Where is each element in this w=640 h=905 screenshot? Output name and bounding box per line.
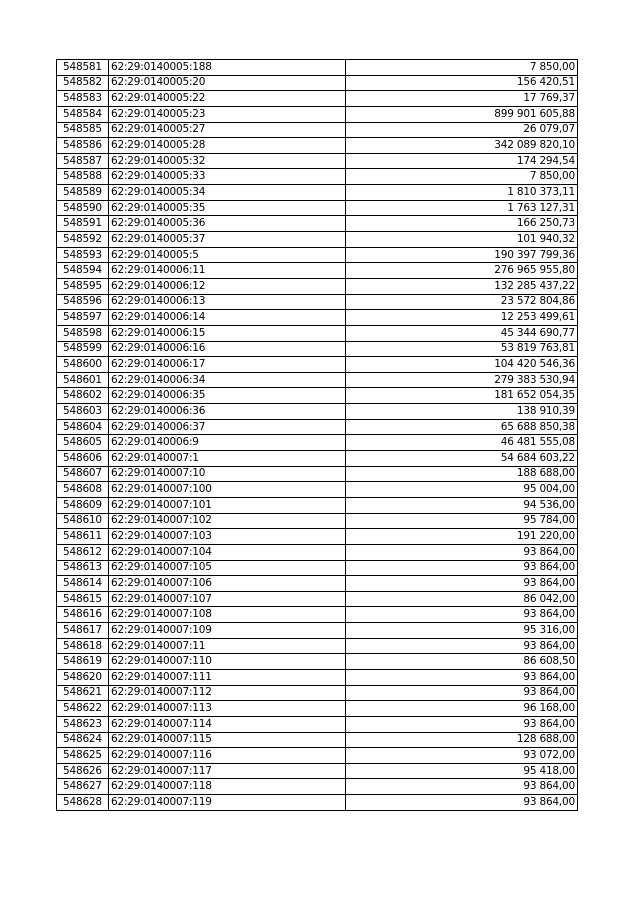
cadastral-value-cell: 86 608,50: [346, 654, 578, 670]
row-number-cell: 548589: [57, 185, 109, 201]
table-row: [57, 216, 578, 232]
cadastral-value-table: [56, 59, 578, 811]
cadastral-value-cell: 181 652 054,35: [346, 388, 578, 404]
cadastral-value-cell: 96 168,00: [346, 701, 578, 717]
cadastral-value-cell: 93 864,00: [346, 795, 578, 811]
cadastral-number-cell: 62:29:0140006:15: [109, 325, 346, 341]
table-row: [57, 654, 578, 670]
cadastral-number-cell: 62:29:0140005:5: [109, 247, 346, 263]
table-row: [57, 60, 578, 76]
table-row: [57, 497, 578, 513]
cadastral-number-cell: 62:29:0140007:112: [109, 685, 346, 701]
table-row: [57, 278, 578, 294]
cadastral-number-cell: 62:29:0140006:12: [109, 278, 346, 294]
row-number-cell: 548621: [57, 685, 109, 701]
table-body: [57, 60, 578, 811]
cadastral-number-cell: 62:29:0140006:16: [109, 341, 346, 357]
row-number-cell: 548584: [57, 106, 109, 122]
row-number-cell: 548594: [57, 263, 109, 279]
table-row: [57, 138, 578, 154]
cadastral-value-cell: 93 864,00: [346, 669, 578, 685]
row-number-cell: 548613: [57, 560, 109, 576]
cadastral-number-cell: 62:29:0140007:105: [109, 560, 346, 576]
cadastral-value-cell: 93 864,00: [346, 576, 578, 592]
row-number-cell: 548627: [57, 779, 109, 795]
row-number-cell: 548615: [57, 591, 109, 607]
cadastral-value-cell: 45 344 690,77: [346, 325, 578, 341]
cadastral-number-cell: 62:29:0140005:37: [109, 232, 346, 248]
row-number-cell: 548611: [57, 529, 109, 545]
row-number-cell: 548583: [57, 91, 109, 107]
table-row: [57, 372, 578, 388]
cadastral-number-cell: 62:29:0140007:109: [109, 623, 346, 639]
cadastral-number-cell: 62:29:0140006:13: [109, 294, 346, 310]
cadastral-number-cell: 62:29:0140007:10: [109, 466, 346, 482]
cadastral-value-cell: 65 688 850,38: [346, 419, 578, 435]
cadastral-value-cell: 23 572 804,86: [346, 294, 578, 310]
row-number-cell: 548608: [57, 482, 109, 498]
table-row: [57, 779, 578, 795]
row-number-cell: 548603: [57, 404, 109, 420]
cadastral-value-cell: 93 864,00: [346, 544, 578, 560]
cadastral-number-cell: 62:29:0140006:37: [109, 419, 346, 435]
cadastral-number-cell: 62:29:0140006:34: [109, 372, 346, 388]
row-number-cell: 548596: [57, 294, 109, 310]
cadastral-value-cell: 190 397 799,36: [346, 247, 578, 263]
cadastral-number-cell: 62:29:0140007:114: [109, 716, 346, 732]
cadastral-value-cell: 93 072,00: [346, 748, 578, 764]
cadastral-number-cell: 62:29:0140007:104: [109, 544, 346, 560]
cadastral-number-cell: 62:29:0140005:32: [109, 153, 346, 169]
table-row: [57, 200, 578, 216]
table-row: [57, 669, 578, 685]
row-number-cell: 548597: [57, 310, 109, 326]
cadastral-number-cell: 62:29:0140007:106: [109, 576, 346, 592]
row-number-cell: 548602: [57, 388, 109, 404]
cadastral-number-cell: 62:29:0140005:28: [109, 138, 346, 154]
row-number-cell: 548595: [57, 278, 109, 294]
row-number-cell: 548620: [57, 669, 109, 685]
row-number-cell: 548600: [57, 357, 109, 373]
table-row: [57, 513, 578, 529]
cadastral-value-cell: 166 250,73: [346, 216, 578, 232]
table-row: [57, 466, 578, 482]
cadastral-number-cell: 62:29:0140005:35: [109, 200, 346, 216]
cadastral-number-cell: 62:29:0140006:17: [109, 357, 346, 373]
row-number-cell: 548601: [57, 372, 109, 388]
cadastral-value-cell: 104 420 546,36: [346, 357, 578, 373]
row-number-cell: 548587: [57, 153, 109, 169]
cadastral-value-cell: 1 763 127,31: [346, 200, 578, 216]
row-number-cell: 548626: [57, 763, 109, 779]
table-row: [57, 623, 578, 639]
row-number-cell: 548628: [57, 795, 109, 811]
cadastral-number-cell: 62:29:0140005:34: [109, 185, 346, 201]
row-number-cell: 548591: [57, 216, 109, 232]
cadastral-number-cell: 62:29:0140007:101: [109, 497, 346, 513]
cadastral-value-cell: 7 850,00: [346, 60, 578, 76]
cadastral-value-cell: 94 536,00: [346, 497, 578, 513]
cadastral-number-cell: 62:29:0140007:1: [109, 451, 346, 467]
table-row: [57, 482, 578, 498]
cadastral-number-cell: 62:29:0140005:20: [109, 75, 346, 91]
row-number-cell: 548590: [57, 200, 109, 216]
table-row: [57, 607, 578, 623]
cadastral-value-cell: 86 042,00: [346, 591, 578, 607]
row-number-cell: 548614: [57, 576, 109, 592]
table-row: [57, 576, 578, 592]
table-row: [57, 716, 578, 732]
table-row: [57, 91, 578, 107]
row-number-cell: 548624: [57, 732, 109, 748]
table-row: [57, 748, 578, 764]
row-number-cell: 548585: [57, 122, 109, 138]
row-number-cell: 548623: [57, 716, 109, 732]
row-number-cell: 548619: [57, 654, 109, 670]
table-row: [57, 591, 578, 607]
cadastral-number-cell: 62:29:0140007:116: [109, 748, 346, 764]
row-number-cell: 548606: [57, 451, 109, 467]
cadastral-number-cell: 62:29:0140005:23: [109, 106, 346, 122]
cadastral-number-cell: 62:29:0140007:103: [109, 529, 346, 545]
cadastral-value-cell: 93 864,00: [346, 685, 578, 701]
table-row: [57, 685, 578, 701]
row-number-cell: 548609: [57, 497, 109, 513]
cadastral-number-cell: 62:29:0140006:9: [109, 435, 346, 451]
row-number-cell: 548588: [57, 169, 109, 185]
cadastral-number-cell: 62:29:0140007:102: [109, 513, 346, 529]
cadastral-number-cell: 62:29:0140007:108: [109, 607, 346, 623]
cadastral-value-cell: 138 910,39: [346, 404, 578, 420]
table-row: [57, 325, 578, 341]
cadastral-value-cell: 53 819 763,81: [346, 341, 578, 357]
table-row: [57, 529, 578, 545]
cadastral-number-cell: 62:29:0140007:113: [109, 701, 346, 717]
row-number-cell: 548598: [57, 325, 109, 341]
row-number-cell: 548607: [57, 466, 109, 482]
cadastral-value-cell: 132 285 437,22: [346, 278, 578, 294]
document-page: [56, 59, 577, 811]
table-row: [57, 247, 578, 263]
cadastral-value-cell: 191 220,00: [346, 529, 578, 545]
table-row: [57, 544, 578, 560]
cadastral-value-cell: 156 420,51: [346, 75, 578, 91]
cadastral-value-cell: 46 481 555,08: [346, 435, 578, 451]
table-row: [57, 263, 578, 279]
table-row: [57, 404, 578, 420]
cadastral-number-cell: 62:29:0140007:119: [109, 795, 346, 811]
table-row: [57, 419, 578, 435]
cadastral-value-cell: 174 294,54: [346, 153, 578, 169]
cadastral-value-cell: 128 688,00: [346, 732, 578, 748]
cadastral-value-cell: 1 810 373,11: [346, 185, 578, 201]
row-number-cell: 548599: [57, 341, 109, 357]
cadastral-value-cell: 95 784,00: [346, 513, 578, 529]
row-number-cell: 548625: [57, 748, 109, 764]
row-number-cell: 548617: [57, 623, 109, 639]
row-number-cell: 548622: [57, 701, 109, 717]
cadastral-value-cell: 26 079,07: [346, 122, 578, 138]
cadastral-number-cell: 62:29:0140007:115: [109, 732, 346, 748]
table-row: [57, 435, 578, 451]
table-row: [57, 732, 578, 748]
cadastral-value-cell: 54 684 603,22: [346, 451, 578, 467]
cadastral-value-cell: 342 089 820,10: [346, 138, 578, 154]
row-number-cell: 548604: [57, 419, 109, 435]
row-number-cell: 548586: [57, 138, 109, 154]
cadastral-number-cell: 62:29:0140007:118: [109, 779, 346, 795]
cadastral-value-cell: 188 688,00: [346, 466, 578, 482]
cadastral-value-cell: 93 864,00: [346, 779, 578, 795]
row-number-cell: 548616: [57, 607, 109, 623]
cadastral-number-cell: 62:29:0140005:27: [109, 122, 346, 138]
cadastral-number-cell: 62:29:0140007:111: [109, 669, 346, 685]
cadastral-number-cell: 62:29:0140005:33: [109, 169, 346, 185]
table-row: [57, 75, 578, 91]
cadastral-value-cell: 93 864,00: [346, 607, 578, 623]
table-row: [57, 106, 578, 122]
table-row: [57, 451, 578, 467]
cadastral-value-cell: 95 004,00: [346, 482, 578, 498]
cadastral-value-cell: 95 316,00: [346, 623, 578, 639]
cadastral-value-cell: 93 864,00: [346, 638, 578, 654]
cadastral-number-cell: 62:29:0140006:14: [109, 310, 346, 326]
table-row: [57, 153, 578, 169]
cadastral-value-cell: 93 864,00: [346, 560, 578, 576]
table-row: [57, 169, 578, 185]
table-row: [57, 701, 578, 717]
row-number-cell: 548618: [57, 638, 109, 654]
cadastral-number-cell: 62:29:0140007:11: [109, 638, 346, 654]
cadastral-number-cell: 62:29:0140005:188: [109, 60, 346, 76]
cadastral-number-cell: 62:29:0140005:36: [109, 216, 346, 232]
table-row: [57, 185, 578, 201]
cadastral-value-cell: 7 850,00: [346, 169, 578, 185]
table-row: [57, 232, 578, 248]
table-row: [57, 560, 578, 576]
row-number-cell: 548612: [57, 544, 109, 560]
cadastral-number-cell: 62:29:0140006:35: [109, 388, 346, 404]
cadastral-number-cell: 62:29:0140006:11: [109, 263, 346, 279]
cadastral-number-cell: 62:29:0140007:100: [109, 482, 346, 498]
row-number-cell: 548610: [57, 513, 109, 529]
table-row: [57, 638, 578, 654]
cadastral-value-cell: 93 864,00: [346, 716, 578, 732]
cadastral-number-cell: 62:29:0140007:107: [109, 591, 346, 607]
table-row: [57, 763, 578, 779]
cadastral-value-cell: 12 253 499,61: [346, 310, 578, 326]
table-row: [57, 294, 578, 310]
cadastral-number-cell: 62:29:0140007:117: [109, 763, 346, 779]
cadastral-number-cell: 62:29:0140006:36: [109, 404, 346, 420]
cadastral-number-cell: 62:29:0140005:22: [109, 91, 346, 107]
cadastral-value-cell: 279 383 530,94: [346, 372, 578, 388]
cadastral-value-cell: 899 901 605,88: [346, 106, 578, 122]
cadastral-value-cell: 17 769,37: [346, 91, 578, 107]
cadastral-value-cell: 101 940,32: [346, 232, 578, 248]
row-number-cell: 548605: [57, 435, 109, 451]
cadastral-value-cell: 276 965 955,80: [346, 263, 578, 279]
row-number-cell: 548582: [57, 75, 109, 91]
cadastral-number-cell: 62:29:0140007:110: [109, 654, 346, 670]
cadastral-value-cell: 95 418,00: [346, 763, 578, 779]
table-row: [57, 341, 578, 357]
table-row: [57, 122, 578, 138]
table-row: [57, 310, 578, 326]
table-row: [57, 388, 578, 404]
row-number-cell: 548593: [57, 247, 109, 263]
row-number-cell: 548592: [57, 232, 109, 248]
row-number-cell: 548581: [57, 60, 109, 76]
table-row: [57, 357, 578, 373]
table-row: [57, 795, 578, 811]
